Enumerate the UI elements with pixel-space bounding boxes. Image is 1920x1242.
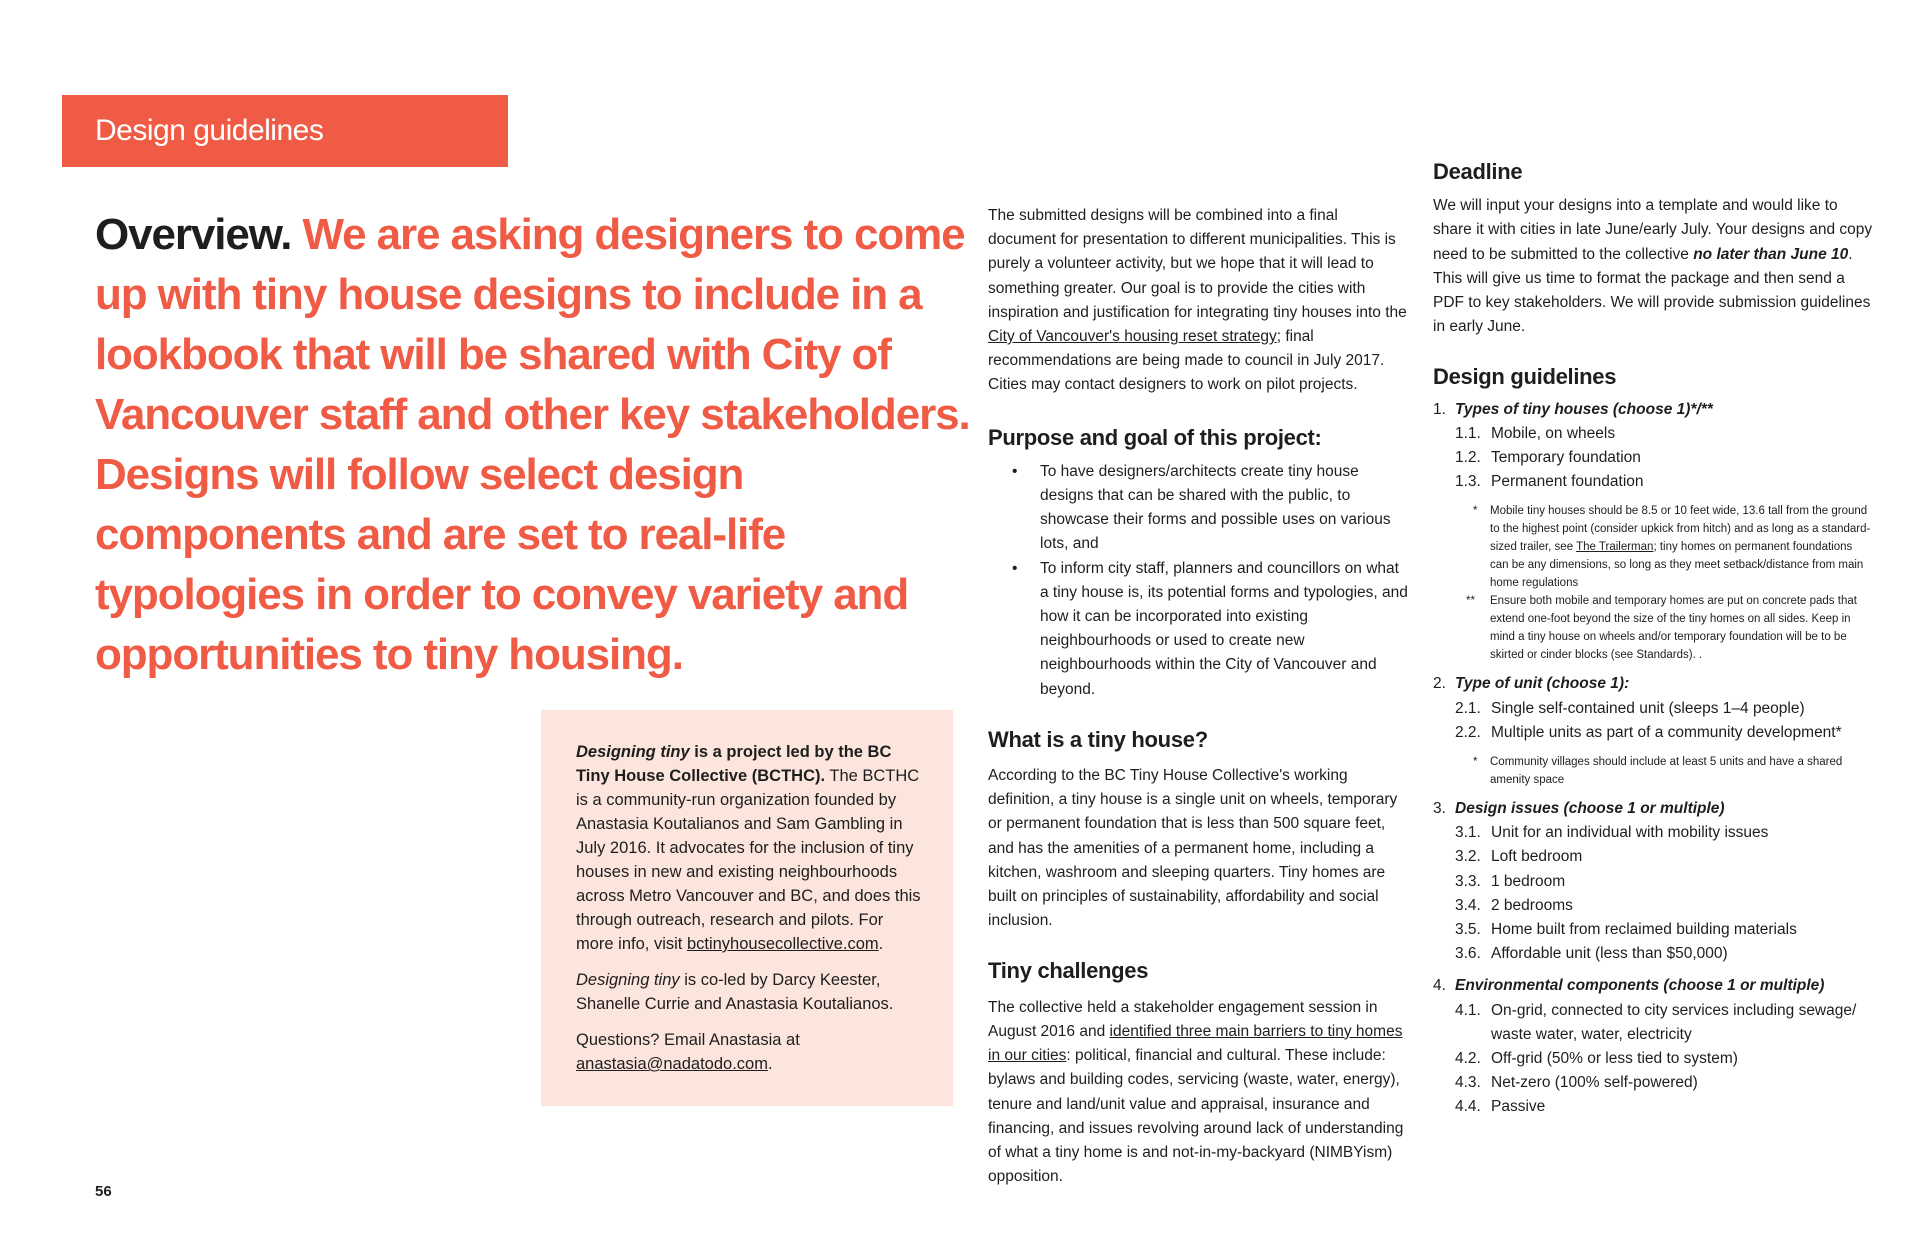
item-text: Off-grid (50% or less tied to system) bbox=[1491, 1050, 1738, 1068]
guideline-section-2 bbox=[1433, 672, 1873, 789]
punctuation: . bbox=[767, 1055, 773, 1073]
project-name: Designing tiny bbox=[576, 743, 690, 761]
item-number: 4.1. bbox=[1455, 1001, 1481, 1019]
guidelines-list bbox=[1433, 398, 1873, 1120]
section-title: Environmental components (choose 1 or multiple) bbox=[1455, 977, 1825, 995]
punctuation: . bbox=[878, 935, 884, 953]
bcthc-description: The BCTHC is a community-run organization founded by Anastasia Koutalianos and Sam Gambling in July 2016. It advocates for the inclusion of tiny houses in new and existing neighbourhoods across Metro Vancouver and BC, and does this through outreach, research and pilots. For more info, visit bbox=[576, 767, 921, 953]
middle-column bbox=[988, 204, 1408, 1189]
list-item bbox=[1455, 870, 1873, 894]
item-number: 2.1. bbox=[1455, 699, 1481, 717]
purpose-list bbox=[988, 460, 1408, 702]
questions-text: Questions? Email Anastasia at bbox=[576, 1031, 800, 1049]
list-item bbox=[1455, 942, 1873, 966]
item-number: 3.2. bbox=[1455, 848, 1481, 866]
item-number: 3.4. bbox=[1455, 896, 1481, 914]
item-number: 3.3. bbox=[1455, 872, 1481, 890]
section-title: Type of unit (choose 1): bbox=[1455, 675, 1630, 693]
sub-list bbox=[1433, 821, 1873, 966]
footnote-text-end: ; tiny homes on permanent foundations can be any dimensions, so long as they meet setback/distance from main home regulations bbox=[1490, 541, 1864, 590]
trailerman-link[interactable]: The Trailerman bbox=[1576, 541, 1654, 554]
project-led-by: is a project led by the BC Tiny House Collective (BCTHC). bbox=[576, 743, 892, 785]
list-item bbox=[1455, 1095, 1873, 1119]
barriers-link[interactable]: identified three main barriers to tiny homes in our cities bbox=[988, 1022, 1403, 1065]
footnote-marker: * bbox=[1473, 505, 1478, 518]
section-title: Types of tiny houses (choose 1)*/** bbox=[1455, 400, 1713, 418]
questions-paragraph bbox=[576, 1028, 923, 1076]
list-item bbox=[1455, 894, 1873, 918]
deadline-date: no later than June 10 bbox=[1693, 245, 1849, 263]
item-text: Loft bedroom bbox=[1491, 848, 1583, 866]
deadline-paragraph bbox=[1433, 194, 1873, 339]
guideline-section-3 bbox=[1433, 797, 1873, 966]
list-item bbox=[1455, 1047, 1873, 1071]
footnote bbox=[1433, 502, 1873, 592]
list-item bbox=[1455, 697, 1873, 721]
sub-list bbox=[1433, 697, 1873, 745]
item-text: Multiple units as part of a community development* bbox=[1491, 723, 1842, 741]
footnote bbox=[1433, 753, 1873, 789]
item-number: 3.1. bbox=[1455, 824, 1481, 842]
list-item bbox=[1455, 470, 1873, 494]
item-text: Home built from reclaimed building materials bbox=[1491, 921, 1797, 939]
project-name: Designing tiny bbox=[576, 971, 680, 989]
section-number: 2. bbox=[1433, 675, 1446, 693]
item-number: 4.4. bbox=[1455, 1098, 1481, 1116]
section-number: 3. bbox=[1433, 800, 1446, 818]
footnote-text: Ensure both mobile and temporary homes are put on concrete pads that extend one-foot beyond the size of the tiny homes on all sides. Keep in mind a tiny house on wheels and/or temporary foundation will be to be skirted or cinder blocks (see Standards). . bbox=[1490, 595, 1857, 662]
banner-label: Design guidelines bbox=[95, 114, 324, 147]
deadline-text: We will input your designs into a template and would like to share it with cities in late June/early July. Your designs and copy need to be submitted to the collective bbox=[1433, 197, 1873, 263]
item-number: 1.1. bbox=[1455, 424, 1481, 442]
deadline-text-end: . This will give us time to format the package and then send a PDF to key stakeholders. We will provide submission guidelines in early June. bbox=[1433, 245, 1871, 336]
page-number: 56 bbox=[95, 1183, 112, 1200]
sub-list bbox=[1433, 422, 1873, 495]
project-info-box bbox=[541, 710, 953, 1106]
challenges-text: The collective held a stakeholder engagement session in August 2016 and bbox=[988, 998, 1378, 1040]
footnote-marker: ** bbox=[1466, 595, 1475, 608]
list-item bbox=[1455, 721, 1873, 745]
section-number: 1. bbox=[1433, 400, 1446, 418]
item-text: Unit for an individual with mobility issues bbox=[1491, 824, 1769, 842]
sub-list bbox=[1433, 999, 1873, 1120]
list-item bbox=[1455, 1071, 1873, 1095]
guideline-section-1 bbox=[1433, 398, 1873, 665]
list-item bbox=[1455, 845, 1873, 869]
right-column bbox=[1433, 160, 1873, 1128]
overview-paragraph bbox=[95, 205, 975, 685]
item-text: Affordable unit (less than $50,000) bbox=[1491, 945, 1728, 963]
guideline-section-4 bbox=[1433, 974, 1873, 1119]
what-is-heading: What is a tiny house? bbox=[988, 726, 1208, 752]
item-number: 1.3. bbox=[1455, 473, 1481, 491]
challenges-paragraph bbox=[988, 996, 1408, 1190]
list-item bbox=[1455, 918, 1873, 942]
item-number: 1.2. bbox=[1455, 449, 1481, 467]
item-text: Mobile, on wheels bbox=[1491, 424, 1616, 442]
housing-strategy-link[interactable]: City of Vancouver's housing reset strategy bbox=[988, 328, 1277, 346]
item-number: 3.6. bbox=[1455, 945, 1481, 963]
item-text: On-grid, connected to city services including sewage/ waste water, water, electricity bbox=[1491, 1001, 1857, 1043]
email-link[interactable]: anastasia@nadatodo.com bbox=[576, 1055, 768, 1073]
footnote bbox=[1433, 592, 1873, 664]
list-item bbox=[1455, 999, 1873, 1047]
challenges-heading: Tiny challenges bbox=[988, 958, 1149, 984]
item-number: 4.2. bbox=[1455, 1050, 1481, 1068]
challenges-text-end: : political, financial and cultural. These include: bylaws and building codes, servicing (waste, water, energy), tenure and land/unit value and appraisal, insurance and financing, and issues revolving around lack of understanding of what a tiny home is and not-in-my-backyard (NIMBYism) opposition. bbox=[988, 1047, 1404, 1186]
overview-body: We are asking designers to come up with tiny house designs to include in a lookbook that will be shared with City of Vancouver staff and other key stakeholders. Designs will follow select design components and are set to real-life typologies in order to convey variety and opportunities to tiny housing. bbox=[95, 210, 970, 679]
item-number: 4.3. bbox=[1455, 1074, 1481, 1092]
intro-text: The submitted designs will be combined into a final document for presentation to different municipalities. This is purely a volunteer activity, but we hope that it will lead to something greater. Our goal is to provide the cities with inspiration and justification for integrating tiny houses into the bbox=[988, 207, 1407, 321]
guidelines-heading: Design guidelines bbox=[1433, 364, 1617, 390]
section-banner bbox=[62, 95, 508, 167]
item-text: Passive bbox=[1491, 1098, 1546, 1116]
list-item bbox=[1455, 446, 1873, 470]
footnote-text: Mobile tiny houses should be 8.5 or 10 feet wide, 13.6 tall from the ground to the highest point (consider upkick from hitch) and as long as a standard-sized trailer, see bbox=[1490, 505, 1871, 554]
list-item bbox=[1455, 821, 1873, 845]
list-item: • To inform city staff, planners and councillors on what a tiny house is, its potential forms and typologies, and how it can be incorporated into existing neighbourhoods or used to create new neighbourhoods within the City of Vancouver and beyond. bbox=[988, 557, 1408, 702]
what-is-paragraph: According to the BC Tiny House Collective's working definition, a tiny house is a single unit on wheels, temporary or permanent foundation that is less than 500 square feet, and has the amenities of a permanent home, including a kitchen, washroom and sleeping quarters. Tiny homes are built on principles of sustainability, affordability and social inclusion. bbox=[988, 767, 1398, 930]
item-text: 1 bedroom bbox=[1491, 872, 1566, 890]
item-text: Single self-contained unit (sleeps 1–4 people) bbox=[1491, 699, 1805, 717]
intro-paragraph bbox=[988, 204, 1408, 398]
project-info-paragraph bbox=[576, 740, 923, 956]
deadline-heading: Deadline bbox=[1433, 159, 1523, 184]
item-text: Net-zero (100% self-powered) bbox=[1491, 1074, 1698, 1092]
footnote-marker: * bbox=[1473, 756, 1478, 769]
item-number: 3.5. bbox=[1455, 921, 1481, 939]
item-text: 2 bedrooms bbox=[1491, 896, 1573, 914]
intro-text-end: ; final recommendations are being made to council in July 2017. Cities may contact designers to work on pilot projects. bbox=[988, 328, 1385, 394]
co-leads-paragraph bbox=[576, 968, 923, 1016]
co-leads-text: is co-led by Darcy Keester, Shanelle Currie and Anastasia Koutalianos. bbox=[576, 971, 894, 1013]
footnote-text: Community villages should include at least 5 units and have a shared amenity space bbox=[1490, 756, 1843, 787]
section-title: Design issues (choose 1 or multiple) bbox=[1455, 800, 1725, 818]
list-item bbox=[1455, 422, 1873, 446]
item-text: Temporary foundation bbox=[1491, 449, 1641, 467]
item-text: Permanent foundation bbox=[1491, 473, 1644, 491]
bcthc-website-link[interactable]: bctinyhousecollective.com bbox=[686, 935, 879, 953]
list-item: • To have designers/architects create tiny house designs that can be shared with the public, to showcase their forms and possible uses on various lots, and bbox=[988, 460, 1408, 557]
purpose-heading: Purpose and goal of this project: bbox=[988, 424, 1322, 450]
section-number: 4. bbox=[1433, 977, 1446, 995]
item-number: 2.2. bbox=[1455, 723, 1481, 741]
overview-lead: Overview. bbox=[95, 210, 292, 259]
